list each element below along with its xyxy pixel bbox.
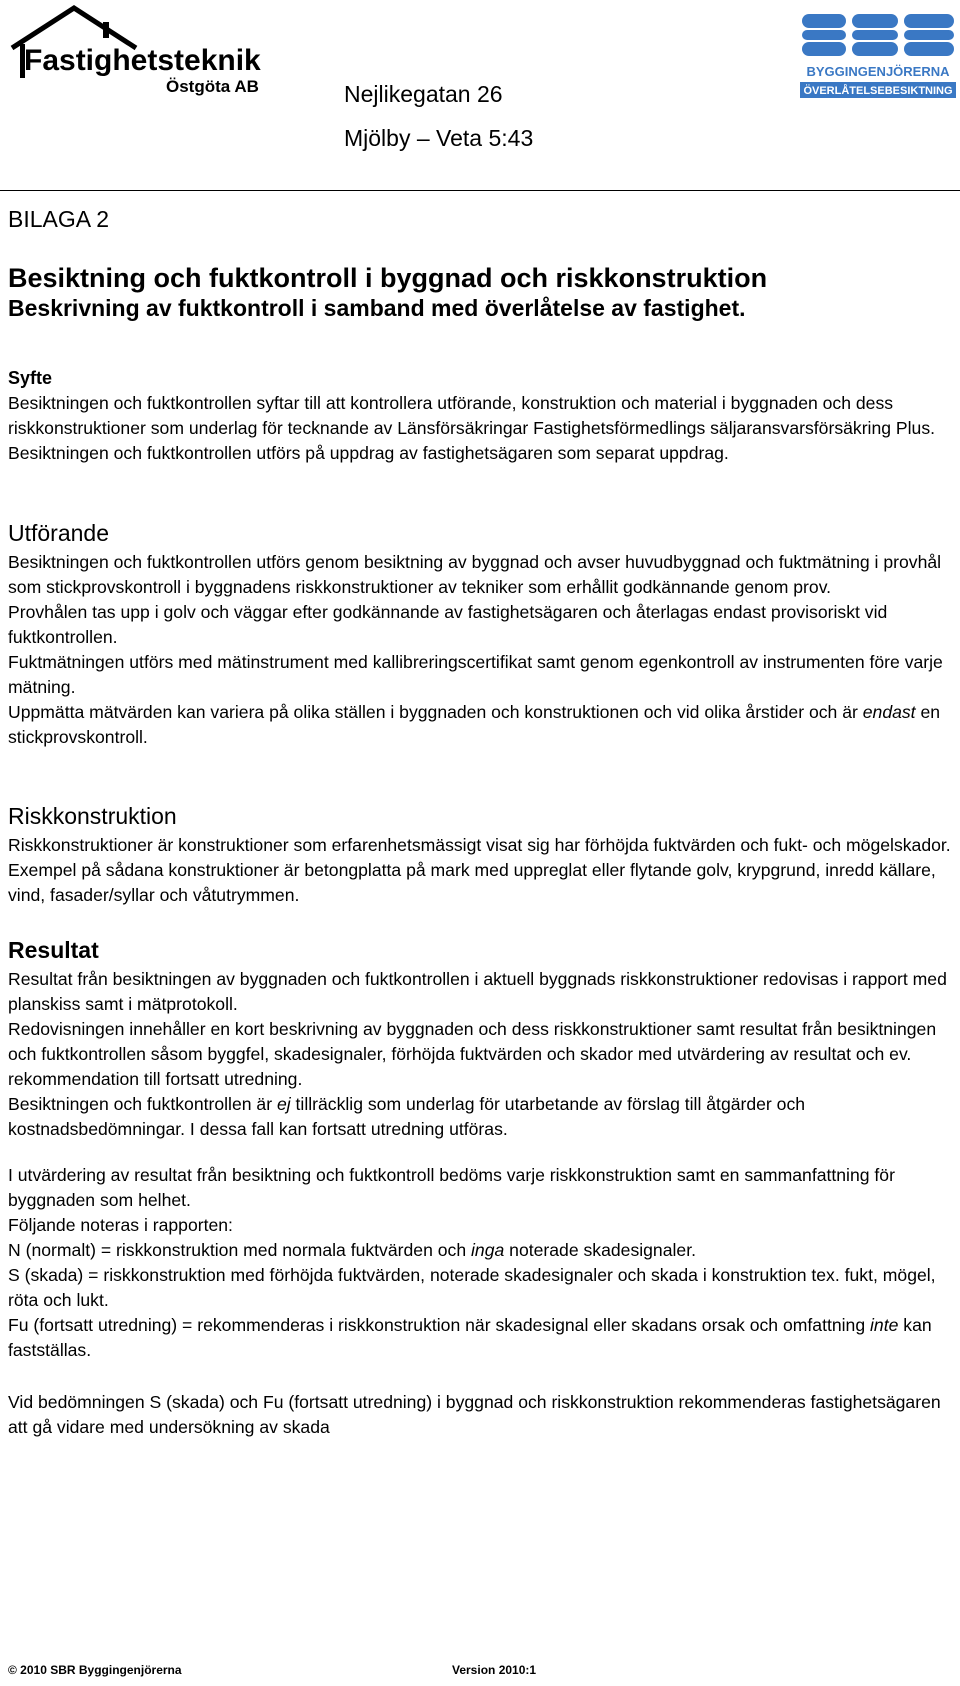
resultat-paragraph-2: Redovisningen innehåller en kort beskrivning av byggnaden och dess riskkonstruktioner samt resultat från besiktningen och fuktkontrollen såsom byggfel, skadesignaler, förhöjda fuktvärden och skador med utvärdering av resultat och ev. rekommendation till fortsatt utredning. <box>8 1019 937 1089</box>
fortsatt-start: Fu (fortsatt utredning) = rekommenderas i riskkonstruktion när skadesignal eller skadans orsak och omfattning <box>8 1315 871 1335</box>
utforande-paragraph-2: Provhålen tas upp i golv och väggar efter godkännande av fastighetsägaren och återlagas endast provisoriskt vid fuktkontrollen. <box>8 602 888 647</box>
utvardering-paragraph-2: Följande noteras i rapporten: <box>8 1215 233 1235</box>
riskkonstruktion-heading: Riskkonstruktion <box>8 803 177 829</box>
address-line-2: Mjölby – Veta 5:43 <box>344 125 534 151</box>
section-utforande <box>8 518 953 750</box>
property-address <box>344 72 533 160</box>
logo-name: Fastighetsteknik <box>24 44 261 77</box>
utforande-paragraph-1: Besiktningen och fuktkontrollen utförs genom besiktning av byggnad och avser huvudbyggnad och fuktmätning i provhål som stickprovskontroll i byggnadens riskkonstruktioner av tekniker som erhållit godkännande genom prov. <box>8 552 942 597</box>
logo-sub: Östgöta AB <box>166 77 259 96</box>
section-utvardering <box>8 1163 953 1363</box>
normal-emphasis: inga <box>471 1240 505 1260</box>
fortsatt-end: kan fastställas. <box>8 1315 932 1360</box>
utforande-p4-emphasis: endast <box>862 702 916 722</box>
resultat-paragraph-1: Resultat från besiktningen av byggnaden och fuktkontrollen i aktuell byggnads riskkonstruktioner redovisas i rapport med planskiss samt i mätprotokoll. <box>8 969 947 1014</box>
sbr-line-1: BYGGINGENJÖRERNA <box>806 64 950 79</box>
normal-end: noterade skadesignaler. <box>504 1240 696 1260</box>
resultat-p3-start: Besiktningen och fuktkontrollen är <box>8 1094 277 1114</box>
utforande-p4-start: Uppmätta mätvärden kan variera på olika ställen i byggnaden och konstruktionen och vid olika årstider och är <box>8 702 863 722</box>
document-title-block <box>8 262 953 322</box>
resultat-heading: Resultat <box>8 937 99 963</box>
syfte-heading: Syfte <box>8 368 53 388</box>
section-recommendation <box>8 1390 953 1440</box>
fastighetsteknik-logo <box>6 4 274 96</box>
section-resultat <box>8 935 953 1142</box>
header-divider <box>0 190 960 191</box>
resultat-p3-end: tillräcklig som underlag för utarbetande av förslag till åtgärder och kostnadsbedömningar. I dessa fall kan fortsatt utredning utföras. <box>8 1094 806 1139</box>
attachment-label: BILAGA 2 <box>8 206 110 232</box>
resultat-paragraph-3 <box>8 1092 953 1142</box>
utforande-heading: Utförande <box>8 520 110 546</box>
utforande-paragraph-4 <box>8 700 953 750</box>
document-title: Besiktning och fuktkontroll i byggnad och riskkonstruktion <box>8 263 768 293</box>
utvardering-normal <box>8 1238 953 1263</box>
utforande-paragraph-3: Fuktmätningen utförs med mätinstrument med kallibreringscertifikat samt genom egenkontroll av instrumenten före varje mätning. <box>8 652 943 697</box>
document-subtitle: Beskrivning av fuktkontroll i samband med överlåtelse av fastighet. <box>8 295 746 321</box>
syfte-text: Besiktningen och fuktkontrollen syftar till att kontrollera utförande, konstruktion och material i byggnaden och dess riskkonstruktioner som underlag för tecknande av Länsförsäkringar Fastighetsförmedlings säljaransvarsförsäkring Plus. Besiktningen och fuktkontrollen utförs på uppdrag av fastighetsägaren som separat uppdrag. <box>8 393 936 463</box>
sbr-line-2: ÖVERLÅTELSEBESIKTNING <box>803 85 953 97</box>
resultat-p3-emphasis: ej <box>276 1094 291 1114</box>
utvardering-fortsatt <box>8 1313 953 1363</box>
section-riskkonstruktion <box>8 801 953 908</box>
fortsatt-emphasis: inte <box>870 1315 899 1335</box>
sbr-logo <box>798 12 958 98</box>
house-roof-icon <box>6 4 274 96</box>
normal-start: N (normalt) = riskkonstruktion med normala fuktvärden och <box>8 1240 471 1260</box>
sbr-letters-icon <box>798 12 958 98</box>
utforande-p4-end: en stickprovskontroll. <box>8 702 941 747</box>
section-syfte <box>8 366 953 466</box>
address-line-1: Nejlikegatan 26 <box>344 81 503 107</box>
footer-version: Version 2010:1 <box>452 1663 537 1677</box>
footer-copyright: © 2010 SBR Byggingenjörerna <box>8 1663 182 1677</box>
riskkonstruktion-text: Riskkonstruktioner är konstruktioner som erfarenhetsmässigt visat sig har förhöjda fuktvärden och fukt- och mögelskador. Exempel på sådana konstruktioner är betongplatta på mark med uppreglat eller flytande golv, krypgrund, inredd källare, vind, fasader/syllar och våtutrymmen. <box>8 835 951 905</box>
utvardering-skada: S (skada) = riskkonstruktion med förhöjda fuktvärden, noterade skadesignaler och skada i konstruktion tex. fukt, mögel, röta och lukt. <box>8 1265 936 1310</box>
recommendation-text: Vid bedömningen S (skada) och Fu (fortsatt utredning) i byggnad och riskkonstruktion rekommenderas fastighetsägaren att gå vidare med undersökning av skada <box>8 1392 941 1437</box>
utvardering-paragraph-1: I utvärdering av resultat från besiktning och fuktkontroll bedöms varje riskkonstruktion samt en sammanfattning för byggnaden som helhet. <box>8 1165 895 1210</box>
